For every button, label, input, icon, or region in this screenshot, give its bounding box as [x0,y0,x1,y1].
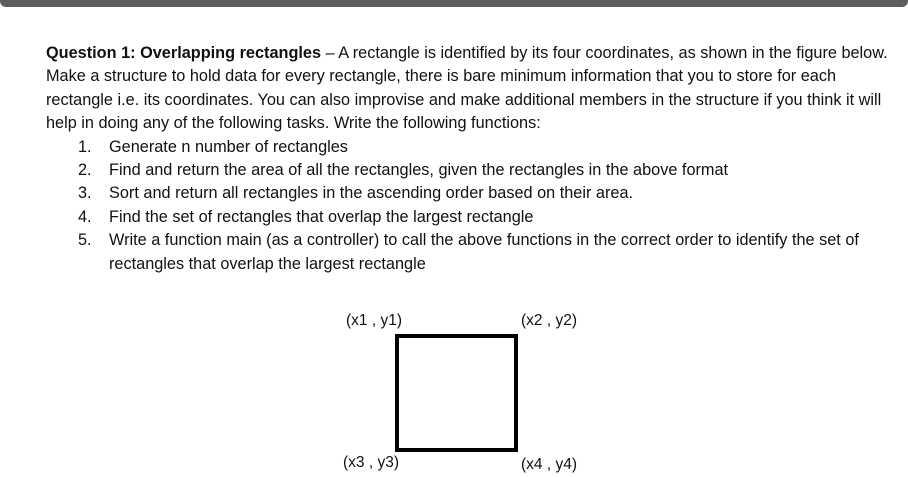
task-text: Write a function main (as a controller) to call the above functions in the correct order to identify the set of rectangles that overlap the largest rectangle [109,231,859,273]
task-text: Sort and return all rectangles in the ascending order based on their area. [109,184,634,203]
question-intro: – A rectangle is identified by its four coordinates, as shown in the figure below. Make a structure to hold data for every rectangle, there is bare minimum information that you to store for each rectangle i.e. its coordinates. You can also improvise and make additional members in the structure if you think it will help in doing any of the following tasks. Write the following functions: [46,44,888,133]
question-title: Question 1: Overlapping rectangles [46,44,322,62]
task-number: 1. [78,137,92,156]
label-top-left: (x1 , y1) [346,312,402,329]
task-number: 4. [78,207,92,226]
task-number: 2. [78,161,92,180]
task-text: Generate n number of rectangles [109,137,348,156]
task-number: 3. [78,184,92,203]
label-bottom-left: (x3 , y3) [343,454,399,471]
task-number: 5. [78,231,92,250]
rectangle-shape [395,334,518,452]
label-bottom-right: (x4 , y4) [521,456,577,473]
task-text: Find the set of rectangles that overlap the largest rectangle [109,207,534,226]
label-top-right: (x2 , y2) [521,312,577,329]
task-text: Find and return the area of all the rectangles, given the rectangles in the above format [109,161,729,180]
